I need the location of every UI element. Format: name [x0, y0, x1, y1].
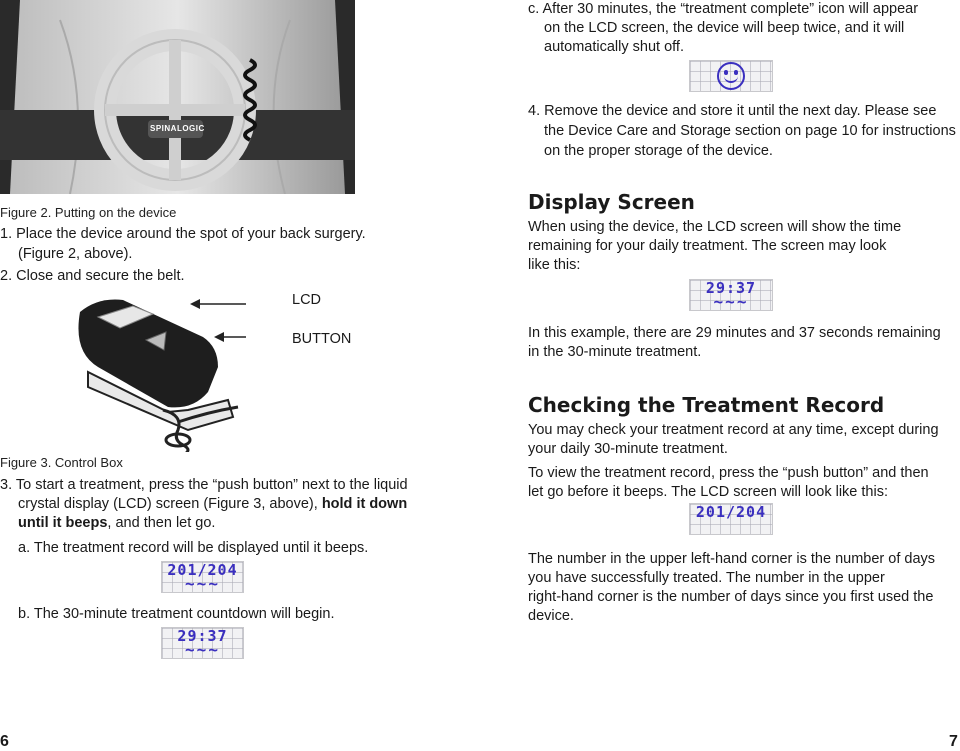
callout-arrows	[190, 292, 250, 352]
step-3-line3-bold: until it beeps	[18, 515, 108, 531]
record-para3-line4: device.	[528, 608, 574, 624]
step-3-line3-rest: , and then let go.	[107, 515, 216, 531]
item-c-line3: automatically shut off.	[544, 39, 684, 55]
step-2	[0, 267, 185, 287]
step-1-text-cont: (Figure 2, above).	[18, 246, 133, 262]
record-para3-line2: you have successfully treated. The number in the upper	[528, 570, 885, 586]
display-example-line2: in the 30-minute treatment.	[528, 344, 702, 360]
step-2-num: 2.	[0, 268, 13, 284]
lcd-line2: ~~~	[185, 640, 220, 659]
item-c-line1: c. After 30 minutes, the “treatment complete” icon will appear	[528, 1, 919, 17]
treatment-record-heading: Checking the Treatment Record	[528, 393, 885, 417]
smiley-icon	[717, 62, 745, 90]
display-screen-heading: Display Screen	[528, 190, 695, 214]
lcd-line1: 29:37	[177, 627, 228, 645]
display-screen-para-2: remaining for your daily treatment. The screen may look	[528, 238, 887, 254]
page-number-right: 7	[949, 733, 958, 750]
record-para2-line1: To view the treatment record, press the “push button” and then	[528, 465, 929, 481]
item-4-line2: the Device Care and Storage section on page 10 for instructions	[544, 123, 956, 139]
lcd-display-record-left	[161, 561, 244, 593]
lcd-line2: ~~~	[713, 292, 749, 311]
lcd-line2: ~~~	[185, 574, 220, 593]
step-3-num: 3.	[0, 477, 13, 493]
treatment-complete-lcd	[689, 60, 773, 92]
step-3-line1	[0, 476, 408, 496]
step-1-num: 1.	[0, 226, 13, 242]
step-3-line3	[18, 514, 215, 534]
display-screen-para-1: When using the device, the LCD screen will show the time	[528, 219, 902, 235]
item-c-line2: on the LCD screen, the device will beep twice, and it will	[544, 20, 905, 36]
record-para2-line2: let go before it beeps. The LCD screen will look like this:	[528, 484, 888, 500]
lcd-callout-label: LCD	[292, 292, 322, 308]
lcd-line1: 29:37	[705, 279, 757, 297]
step-3-line1-text: To start a treatment, press the “push button” next to the liquid	[15, 477, 408, 493]
step-1	[0, 225, 366, 245]
lcd-line1: 201/204	[167, 561, 238, 579]
record-para1-line1: You may check your treatment record at any time, except during	[528, 422, 939, 438]
step-3-line2-bold: hold it down	[321, 496, 408, 512]
step-2-text: Close and secure the belt.	[16, 268, 185, 284]
sub-step-b: b. The 30-minute treatment countdown will begin.	[18, 606, 335, 622]
record-para1-line2: your daily 30-minute treatment.	[528, 441, 728, 457]
button-callout-label: BUTTON	[292, 331, 352, 347]
display-example-line1: In this example, there are 29 minutes and 37 seconds remaining	[528, 325, 941, 341]
device-on-back-photo	[0, 0, 355, 194]
device-on-back-illustration	[0, 0, 355, 194]
item-4-line3: on the proper storage of the device.	[544, 143, 773, 159]
lcd-line1: 201/204	[695, 503, 767, 521]
step-3-line2-text: crystal display (LCD) screen (Figure 3, above),	[18, 496, 318, 512]
step-1-text: Place the device around the spot of your back surgery.	[16, 226, 366, 242]
lcd-display-record-right	[689, 503, 773, 535]
lcd-display-countdown-right	[689, 279, 773, 311]
figure3-caption: Figure 3. Control Box	[0, 455, 123, 470]
item-4-line1: 4. Remove the device and store it until the next day. Please see	[528, 103, 937, 119]
step-3-line2	[18, 495, 407, 515]
record-para3-line3: right-hand corner is the number of days since you first used the	[528, 589, 934, 605]
record-para3-line1: The number in the upper left-hand corner is the number of days	[528, 551, 936, 567]
lcd-display-countdown-left	[161, 627, 244, 659]
photo-brand-label: SPINALOGIC	[150, 124, 205, 133]
display-screen-para-3: like this:	[528, 257, 581, 273]
page-number-left: 6	[0, 733, 9, 750]
figure2-caption: Figure 2. Putting on the device	[0, 205, 177, 220]
sub-step-a: a. The treatment record will be displayed until it beeps.	[18, 540, 369, 556]
